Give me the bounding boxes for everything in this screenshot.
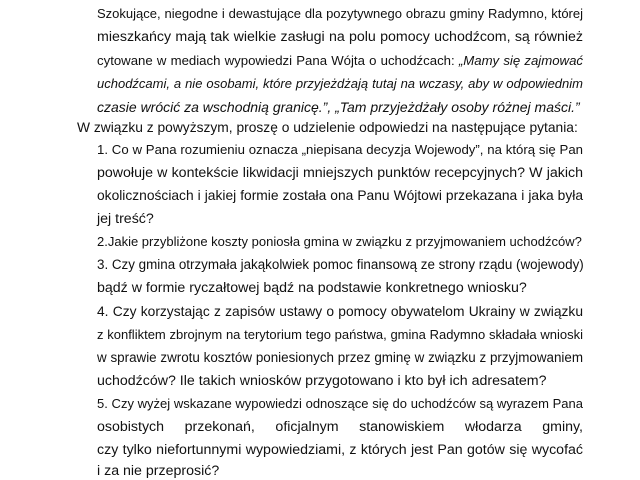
text-line: z konfliktem zbrojnym na terytorium tego państwa, gmina Radymno składała wnioski xyxy=(97,327,583,342)
text-line: bądź w formie ryczałtowej bądź na podstawie konkretnego wniosku? xyxy=(97,280,527,296)
text-line: okolicznościach i jakiej formie została ona Panu Wójtowi przekazana i jaka była xyxy=(97,188,583,203)
text-line: czasie wrócić za wschodnią granicę.”, „Tam przyjeżdżały osoby różnej maści.” xyxy=(97,99,580,115)
text-line: mieszkańcy mają tak wielkie zasługi na polu pomocy uchodźcom, są również xyxy=(97,29,583,45)
text-line: jej treść? xyxy=(97,211,154,227)
text-line: czy tylko niefortunnymi wypowiedziami, z których jest Pan gotów się wycofać xyxy=(97,442,583,458)
text-line: 4. Czy korzystając z zapisów ustawy o pomocy obywatelom Ukrainy w związku xyxy=(97,304,583,319)
text-line: cytowane w mediach wypowiedzi Pana Wójta o uchodźcach: „Mamy się zajmować xyxy=(97,53,583,68)
text-line: 1. Co w Pana rozumieniu oznacza „niepisana decyzja Wojewody”, na którą się Pan xyxy=(97,142,583,157)
text-line: uchodźcami, a nie osobami, które przyjeżdżają tutaj na wczasy, aby w odpowiednim xyxy=(97,76,583,91)
text-line: 5. Czy wyżej wskazane wypowiedzi odnoszące się do uchodźców są wyrazem Pana xyxy=(97,396,583,411)
text-line: uchodźców? Ile takich wniosków przygotowano i kto był ich adresatem? xyxy=(97,373,547,389)
text-line: W związku z powyższym, proszę o udzielenie odpowiedzi na następujące pytania: xyxy=(77,120,578,135)
text-line: i za nie przeprosić? xyxy=(97,463,220,479)
text-line: Szokujące, niegodne i dewastujące dla pozytywnego obrazu gminy Radymno, której xyxy=(97,6,583,21)
text-line: osobistych przekonań, oficjalnym stanowiskiem włodarza gminy, xyxy=(97,419,583,435)
text-line: w sprawie zwrotu kosztów poniesionych przez gminę w związku z przyjmowaniem xyxy=(97,350,583,365)
text-line: 3. Czy gmina otrzymała jakąkolwiek pomoc finansową ze strony rządu (wojewody) xyxy=(97,257,584,272)
text-line: 2.Jakie przybliżone koszty poniosła gmina w związku z przyjmowaniem uchodźców? xyxy=(97,234,582,249)
text-line: powołuje w kontekście likwidacji mniejszych punktów recepcyjnych? W jakich xyxy=(97,165,583,181)
